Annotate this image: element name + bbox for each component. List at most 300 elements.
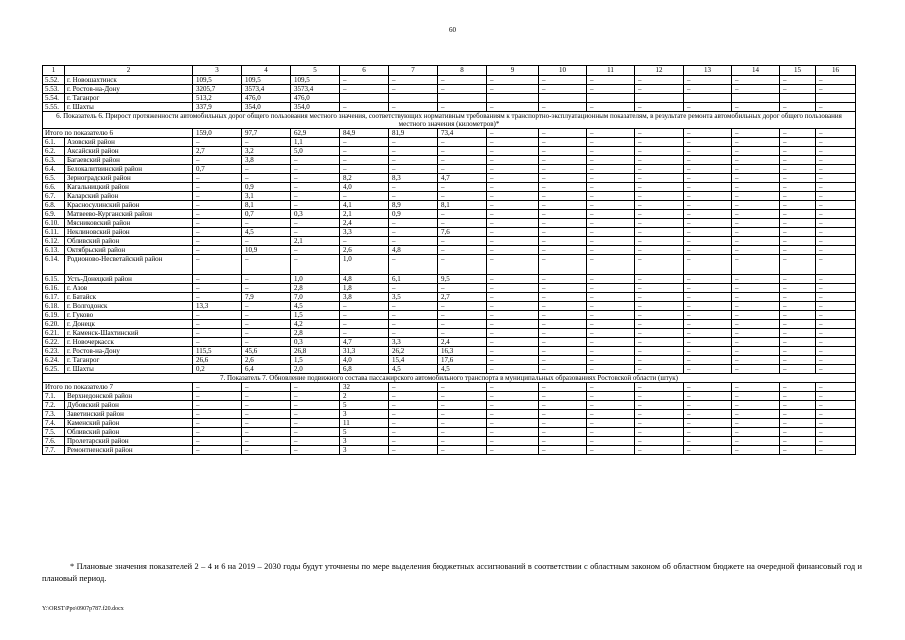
value-cell: –: [816, 383, 856, 392]
value-cell: 2,8: [291, 284, 340, 293]
value-cell: –: [389, 320, 438, 329]
value-cell: –: [539, 147, 587, 156]
value-cell: 45,6: [242, 347, 291, 356]
value-cell: –: [635, 410, 684, 419]
value-cell: 354,0: [242, 103, 291, 112]
value-cell: –: [587, 192, 635, 201]
value-cell: –: [539, 174, 587, 183]
value-cell: 97,7: [242, 129, 291, 138]
value-cell: –: [389, 284, 438, 293]
value-cell: –: [389, 302, 438, 311]
value-cell: –: [193, 284, 242, 293]
value-cell: –: [438, 210, 487, 219]
value-cell: –: [780, 210, 816, 219]
value-cell: –: [732, 85, 780, 94]
value-cell: –: [193, 219, 242, 228]
value-cell: –: [635, 255, 684, 275]
value-cell: 3,5: [389, 293, 438, 302]
value-cell: –: [635, 356, 684, 365]
value-cell: –: [242, 437, 291, 446]
value-cell: 4,8: [340, 275, 389, 284]
table-row: [43, 237, 856, 246]
value-cell: –: [487, 383, 539, 392]
value-cell: –: [438, 76, 487, 85]
row-index: 6.19.: [43, 311, 65, 320]
value-cell: –: [389, 428, 438, 437]
value-cell: –: [193, 311, 242, 320]
row-name: г. Таганрог: [65, 356, 193, 365]
row-name: Зерноградский район: [65, 174, 193, 183]
value-cell: –: [732, 129, 780, 138]
value-cell: –: [587, 347, 635, 356]
value-cell: –: [438, 183, 487, 192]
value-cell: 513,2: [193, 94, 242, 103]
value-cell: –: [487, 347, 539, 356]
value-cell: –: [780, 103, 816, 112]
value-cell: –: [438, 410, 487, 419]
row-index: 6.9.: [43, 210, 65, 219]
table-row: [43, 410, 856, 419]
value-cell: 3,3: [340, 228, 389, 237]
row-index: 6.18.: [43, 302, 65, 311]
value-cell: 1,5: [291, 356, 340, 365]
value-cell: –: [242, 302, 291, 311]
value-cell: –: [291, 165, 340, 174]
table-row: [43, 76, 856, 85]
row-index: 6.21.: [43, 329, 65, 338]
value-cell: 2,6: [340, 246, 389, 255]
value-cell: 2,8: [291, 329, 340, 338]
value-cell: –: [732, 183, 780, 192]
row-name: Багаевский район: [65, 156, 193, 165]
value-cell: –: [587, 156, 635, 165]
value-cell: –: [816, 228, 856, 237]
value-cell: 4,5: [438, 365, 487, 374]
row-name: Обливский район: [65, 237, 193, 246]
value-cell: –: [487, 356, 539, 365]
value-cell: –: [487, 338, 539, 347]
value-cell: –: [684, 410, 732, 419]
value-cell: –: [816, 275, 856, 284]
value-cell: –: [732, 392, 780, 401]
value-cell: –: [340, 237, 389, 246]
value-cell: –: [635, 85, 684, 94]
value-cell: –: [816, 174, 856, 183]
value-cell: –: [587, 174, 635, 183]
value-cell: –: [684, 210, 732, 219]
value-cell: –: [780, 446, 816, 455]
value-cell: –: [438, 401, 487, 410]
row-name: г. Азов: [65, 284, 193, 293]
table-row: [43, 437, 856, 446]
value-cell: –: [487, 428, 539, 437]
value-cell: –: [732, 329, 780, 338]
value-cell: –: [635, 156, 684, 165]
value-cell: –: [291, 419, 340, 428]
value-cell: –: [816, 347, 856, 356]
value-cell: [635, 94, 684, 103]
value-cell: –: [389, 228, 438, 237]
page-number: 60: [449, 26, 456, 34]
value-cell: –: [684, 383, 732, 392]
value-cell: –: [193, 246, 242, 255]
value-cell: 4,2: [291, 320, 340, 329]
value-cell: [487, 94, 539, 103]
value-cell: –: [193, 446, 242, 455]
value-cell: –: [635, 401, 684, 410]
row-total-label: Итого по показателю 6: [43, 129, 193, 138]
value-cell: –: [389, 219, 438, 228]
value-cell: –: [389, 103, 438, 112]
table-row: [43, 311, 856, 320]
value-cell: –: [389, 392, 438, 401]
value-cell: –: [732, 446, 780, 455]
table-row: [43, 383, 856, 392]
value-cell: 1,0: [291, 275, 340, 284]
value-cell: 8,1: [438, 201, 487, 210]
value-cell: –: [539, 138, 587, 147]
value-cell: –: [539, 293, 587, 302]
value-cell: –: [242, 165, 291, 174]
value-cell: –: [816, 419, 856, 428]
value-cell: 6,4: [242, 365, 291, 374]
value-cell: –: [684, 392, 732, 401]
value-cell: 3,3: [389, 338, 438, 347]
value-cell: –: [732, 201, 780, 210]
value-cell: –: [816, 338, 856, 347]
table-row: [43, 192, 856, 201]
value-cell: –: [816, 356, 856, 365]
value-cell: 1,1: [291, 138, 340, 147]
value-cell: 8,3: [389, 174, 438, 183]
value-cell: 8,2: [340, 174, 389, 183]
value-cell: 3: [340, 437, 389, 446]
value-cell: 4,8: [389, 246, 438, 255]
table-row: [43, 228, 856, 237]
value-cell: –: [539, 302, 587, 311]
value-cell: –: [438, 237, 487, 246]
value-cell: 2,0: [291, 365, 340, 374]
value-cell: 10,9: [242, 246, 291, 255]
value-cell: –: [487, 320, 539, 329]
table-row: [43, 183, 856, 192]
value-cell: 3205,7: [193, 85, 242, 94]
row-name: Октябрьский район: [65, 246, 193, 255]
row-index: 7.4.: [43, 419, 65, 428]
table-row: [43, 293, 856, 302]
value-cell: –: [438, 103, 487, 112]
value-cell: –: [780, 192, 816, 201]
value-cell: –: [684, 446, 732, 455]
value-cell: –: [389, 165, 438, 174]
value-cell: 4,7: [340, 338, 389, 347]
row-name: г. Новошахтинск: [65, 76, 193, 85]
row-index: 6.1.: [43, 138, 65, 147]
value-cell: –: [780, 147, 816, 156]
value-cell: –: [539, 284, 587, 293]
value-cell: –: [487, 284, 539, 293]
value-cell: –: [780, 246, 816, 255]
row-index: 6.8.: [43, 201, 65, 210]
value-cell: –: [242, 383, 291, 392]
value-cell: [340, 94, 389, 103]
value-cell: 3: [340, 410, 389, 419]
value-cell: –: [487, 156, 539, 165]
value-cell: 62,9: [291, 129, 340, 138]
value-cell: –: [587, 129, 635, 138]
value-cell: –: [487, 302, 539, 311]
row-name: г. Таганрог: [65, 94, 193, 103]
value-cell: –: [242, 410, 291, 419]
value-cell: –: [487, 85, 539, 94]
value-cell: –: [487, 103, 539, 112]
row-index: 7.1.: [43, 392, 65, 401]
value-cell: –: [539, 228, 587, 237]
value-cell: –: [635, 311, 684, 320]
value-cell: –: [242, 255, 291, 275]
value-cell: –: [816, 183, 856, 192]
value-cell: 4,5: [389, 365, 438, 374]
value-cell: –: [438, 192, 487, 201]
value-cell: –: [732, 246, 780, 255]
value-cell: 1,8: [340, 284, 389, 293]
row-index: 6.3.: [43, 156, 65, 165]
value-cell: –: [635, 165, 684, 174]
value-cell: –: [487, 183, 539, 192]
header-cell: 14: [732, 66, 780, 76]
table-row: [43, 419, 856, 428]
value-cell: –: [587, 437, 635, 446]
value-cell: –: [539, 192, 587, 201]
value-cell: –: [487, 293, 539, 302]
value-cell: –: [732, 255, 780, 275]
row-name: Кагальницкий район: [65, 183, 193, 192]
value-cell: –: [684, 85, 732, 94]
table-row: [43, 94, 856, 103]
value-cell: –: [242, 138, 291, 147]
value-cell: 1,0: [340, 255, 389, 275]
value-cell: –: [587, 228, 635, 237]
row-index: 6.13.: [43, 246, 65, 255]
value-cell: –: [539, 437, 587, 446]
value-cell: –: [732, 165, 780, 174]
value-cell: –: [389, 156, 438, 165]
value-cell: –: [340, 156, 389, 165]
value-cell: –: [635, 147, 684, 156]
value-cell: –: [539, 85, 587, 94]
value-cell: 4,0: [340, 356, 389, 365]
value-cell: –: [291, 446, 340, 455]
value-cell: –: [487, 210, 539, 219]
value-cell: –: [438, 302, 487, 311]
value-cell: 11: [340, 419, 389, 428]
value-cell: –: [780, 365, 816, 374]
row-name: Дубовский район: [65, 401, 193, 410]
row-index: 6.11.: [43, 228, 65, 237]
value-cell: –: [732, 228, 780, 237]
value-cell: –: [780, 183, 816, 192]
value-cell: –: [539, 320, 587, 329]
header-cell: 2: [65, 66, 193, 76]
value-cell: 1,5: [291, 311, 340, 320]
table-row: [43, 356, 856, 365]
table-row: [43, 165, 856, 174]
value-cell: –: [291, 201, 340, 210]
value-cell: –: [340, 311, 389, 320]
value-cell: –: [732, 302, 780, 311]
value-cell: –: [539, 246, 587, 255]
value-cell: –: [389, 76, 438, 85]
value-cell: –: [732, 365, 780, 374]
value-cell: –: [635, 293, 684, 302]
value-cell: –: [340, 192, 389, 201]
value-cell: –: [816, 410, 856, 419]
value-cell: –: [340, 147, 389, 156]
value-cell: –: [291, 383, 340, 392]
value-cell: –: [780, 219, 816, 228]
value-cell: –: [291, 401, 340, 410]
value-cell: –: [635, 210, 684, 219]
value-cell: –: [291, 246, 340, 255]
value-cell: –: [684, 428, 732, 437]
value-cell: –: [816, 138, 856, 147]
row-name: г. Ростов-на-Дону: [65, 347, 193, 356]
value-cell: –: [587, 419, 635, 428]
value-cell: 2,1: [291, 237, 340, 246]
value-cell: –: [684, 311, 732, 320]
value-cell: –: [438, 446, 487, 455]
row-total-label: Итого по показателю 7: [43, 383, 193, 392]
value-cell: 3,8: [242, 156, 291, 165]
value-cell: –: [780, 284, 816, 293]
value-cell: –: [816, 392, 856, 401]
value-cell: [816, 94, 856, 103]
value-cell: –: [684, 103, 732, 112]
value-cell: –: [635, 103, 684, 112]
row-index: 5.55.: [43, 103, 65, 112]
value-cell: –: [780, 76, 816, 85]
value-cell: –: [635, 237, 684, 246]
row-index: 7.3.: [43, 410, 65, 419]
value-cell: 3,1: [242, 192, 291, 201]
value-cell: 13,3: [193, 302, 242, 311]
value-cell: –: [487, 437, 539, 446]
value-cell: –: [487, 192, 539, 201]
value-cell: –: [487, 311, 539, 320]
value-cell: –: [438, 138, 487, 147]
table-row: [43, 147, 856, 156]
value-cell: –: [438, 392, 487, 401]
value-cell: 2,7: [193, 147, 242, 156]
value-cell: –: [242, 401, 291, 410]
value-cell: –: [539, 255, 587, 275]
value-cell: 4,1: [340, 201, 389, 210]
value-cell: 9,5: [438, 275, 487, 284]
value-cell: –: [242, 284, 291, 293]
value-cell: –: [732, 356, 780, 365]
value-cell: –: [816, 210, 856, 219]
table-row: [43, 428, 856, 437]
row-name: Усть-Донецкий район: [65, 275, 193, 284]
value-cell: –: [732, 275, 780, 284]
row-name: г. Донецк: [65, 320, 193, 329]
value-cell: –: [587, 428, 635, 437]
value-cell: –: [487, 419, 539, 428]
value-cell: –: [732, 311, 780, 320]
value-cell: –: [635, 183, 684, 192]
value-cell: –: [635, 437, 684, 446]
value-cell: –: [193, 275, 242, 284]
value-cell: 0,9: [242, 183, 291, 192]
value-cell: –: [684, 165, 732, 174]
table-row: [43, 401, 856, 410]
value-cell: –: [587, 76, 635, 85]
table-row: [43, 201, 856, 210]
value-cell: 81,9: [389, 129, 438, 138]
table-row: [43, 156, 856, 165]
value-cell: –: [193, 392, 242, 401]
value-cell: –: [291, 156, 340, 165]
value-cell: –: [684, 156, 732, 165]
value-cell: –: [487, 165, 539, 174]
value-cell: –: [193, 255, 242, 275]
value-cell: –: [340, 138, 389, 147]
value-cell: –: [487, 201, 539, 210]
value-cell: 3,2: [242, 147, 291, 156]
value-cell: –: [340, 76, 389, 85]
row-name: Пролетарский район: [65, 437, 193, 446]
value-cell: –: [732, 293, 780, 302]
value-cell: –: [539, 219, 587, 228]
value-cell: [780, 94, 816, 103]
value-cell: –: [780, 401, 816, 410]
value-cell: –: [732, 147, 780, 156]
value-cell: 0,9: [389, 210, 438, 219]
value-cell: –: [291, 428, 340, 437]
row-index: 6.5.: [43, 174, 65, 183]
value-cell: 159,0: [193, 129, 242, 138]
value-cell: –: [684, 302, 732, 311]
value-cell: –: [635, 446, 684, 455]
value-cell: –: [587, 365, 635, 374]
value-cell: –: [684, 147, 732, 156]
table-row: [43, 284, 856, 293]
value-cell: –: [587, 410, 635, 419]
value-cell: –: [539, 183, 587, 192]
value-cell: –: [438, 255, 487, 275]
value-cell: [732, 94, 780, 103]
value-cell: –: [438, 437, 487, 446]
value-cell: –: [635, 329, 684, 338]
value-cell: –: [816, 201, 856, 210]
value-cell: 109,5: [193, 76, 242, 85]
value-cell: –: [732, 284, 780, 293]
value-cell: –: [539, 156, 587, 165]
value-cell: –: [438, 246, 487, 255]
value-cell: –: [539, 210, 587, 219]
value-cell: [539, 94, 587, 103]
row-name: Неклиновский район: [65, 228, 193, 237]
value-cell: –: [389, 138, 438, 147]
value-cell: –: [438, 329, 487, 338]
table-row: [43, 129, 856, 138]
value-cell: –: [291, 410, 340, 419]
header-cell: 10: [539, 66, 587, 76]
value-cell: –: [816, 255, 856, 275]
row-index: 6.25.: [43, 365, 65, 374]
table-row: [43, 275, 856, 284]
value-cell: –: [635, 192, 684, 201]
